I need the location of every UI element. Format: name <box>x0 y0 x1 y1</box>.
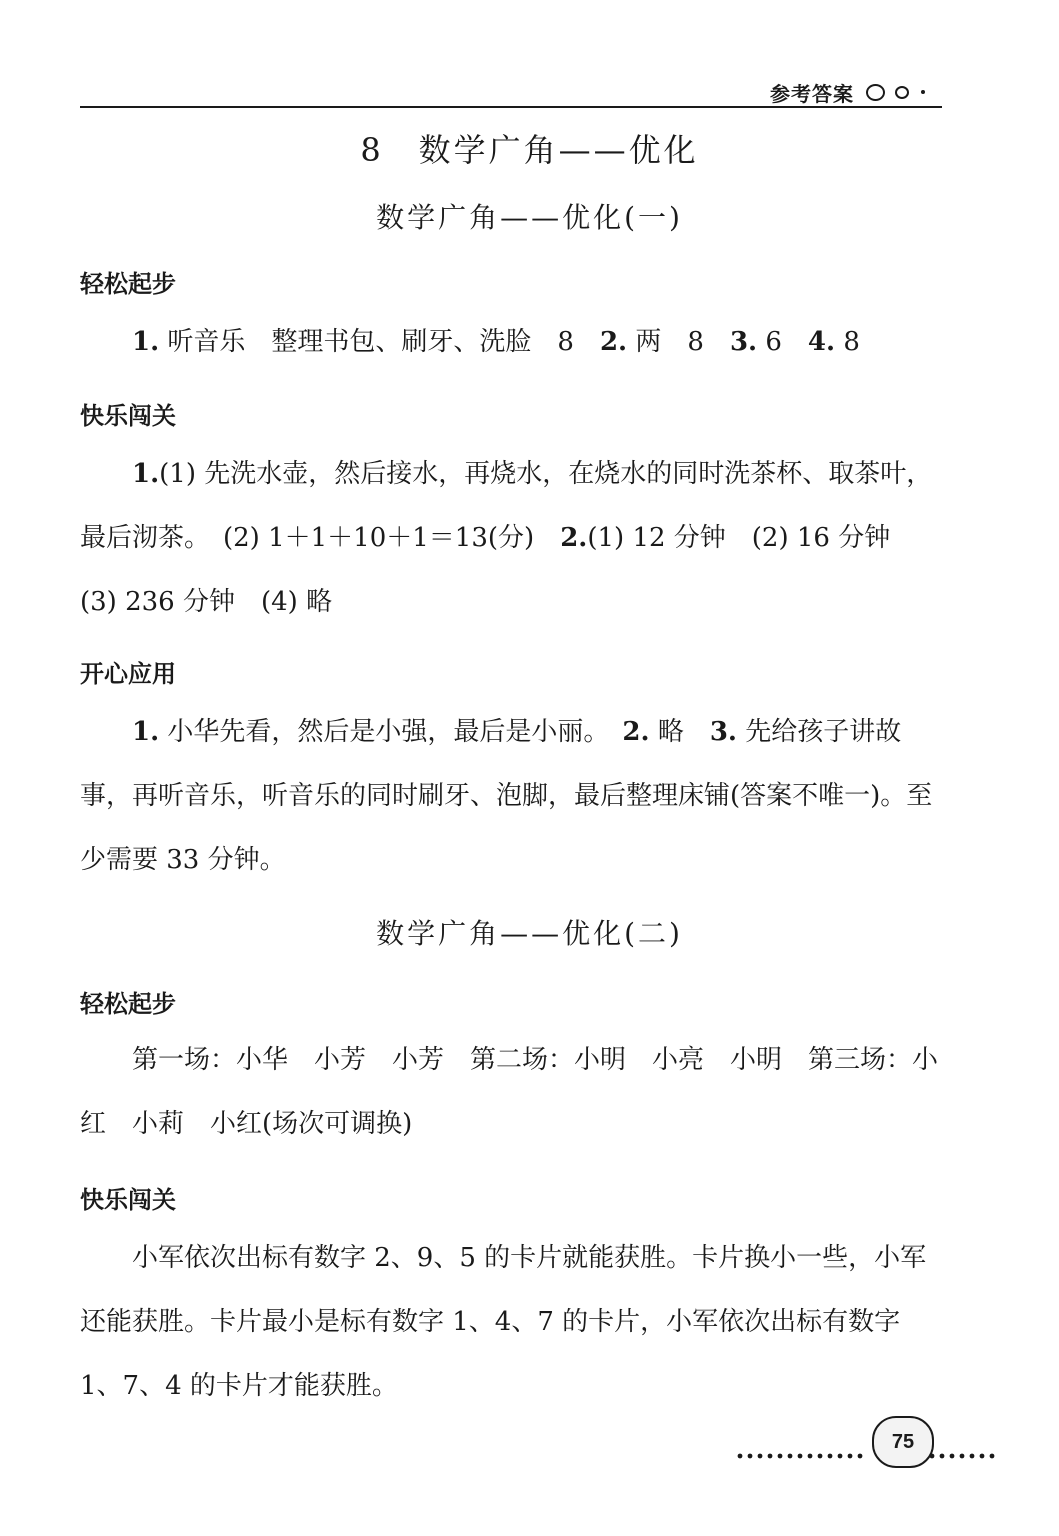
answer-text: 6 <box>757 327 808 357</box>
item-number: 4. <box>807 327 836 357</box>
lesson1-section-happy-application: 开心应用 <box>80 660 176 688</box>
page-number: 75 <box>891 1430 915 1453</box>
lesson1-happy-challenge-answers <box>80 442 940 634</box>
chapter-title: 8 数学广角——优化 <box>360 131 699 169</box>
lesson2-section-happy-challenge: 快乐闯关 <box>80 1186 176 1214</box>
page-number-badge <box>872 1416 934 1468</box>
lesson2-easy-start-answers: 第一场：小华 小芳 小芳 第二场：小明 小亮 小明 第三场：小红 小莉 小红(场次可调换) <box>80 1045 939 1139</box>
item-number: 3. <box>729 327 758 357</box>
lesson2-happy-challenge-answers: 小军依次出标有数字 2、9、5 的卡片就能获胜。卡片换小一些，小军还能获胜。卡片最小是标有数字 1、4、7 的卡片，小军依次出标有数字 1、7、4 的卡片才能获胜。 <box>80 1243 927 1401</box>
answer-text: (1) 先洗水壶，然后接水，再烧水，在烧水的同时洗茶杯、取茶叶，最后沏茶。 (2) 1＋1＋10＋1＝13(分) <box>80 459 933 553</box>
lesson1-section-easy-start: 轻松起步 <box>80 270 176 298</box>
lesson2-title: 数学广角——优化(二) <box>376 917 683 950</box>
answer-text: 先给孩子讲故事，再听音乐，听音乐的同时刷牙、泡脚，最后整理床铺(答案不唯一)。至少需要 33 分钟。 <box>80 717 933 875</box>
item-number: 1. <box>132 717 160 747</box>
lesson1-easy-start-answers <box>80 310 940 374</box>
lesson1-happy-application-answers <box>80 700 940 892</box>
answer-text: 小华先看，然后是小强，最后是小丽。 <box>159 717 623 747</box>
lesson2-section-easy-start: 轻松起步 <box>80 990 176 1018</box>
answer-text: 两 8 <box>627 327 730 357</box>
item-number: 2. <box>599 327 628 357</box>
item-number: 1. <box>132 459 160 489</box>
item-number: 2. <box>622 717 650 747</box>
item-number: 1. <box>132 327 160 357</box>
lesson1-title: 数学广角——优化(一) <box>376 201 683 234</box>
header-label: 参考答案 <box>770 82 854 106</box>
item-number: 2. <box>560 523 588 553</box>
lesson1-section-happy-challenge: 快乐闯关 <box>80 402 176 430</box>
answer-text: 听音乐 整理书包、刷牙、洗脸 8 <box>159 327 600 357</box>
item-number: 3. <box>709 717 737 747</box>
answer-text: 略 <box>649 717 710 747</box>
answer-text: 8 <box>835 327 860 357</box>
header-divider <box>80 106 942 108</box>
answer-text: (1) 12 分钟 (2) 16 分钟 (3) 236 分钟 (4) 略 <box>80 523 917 617</box>
